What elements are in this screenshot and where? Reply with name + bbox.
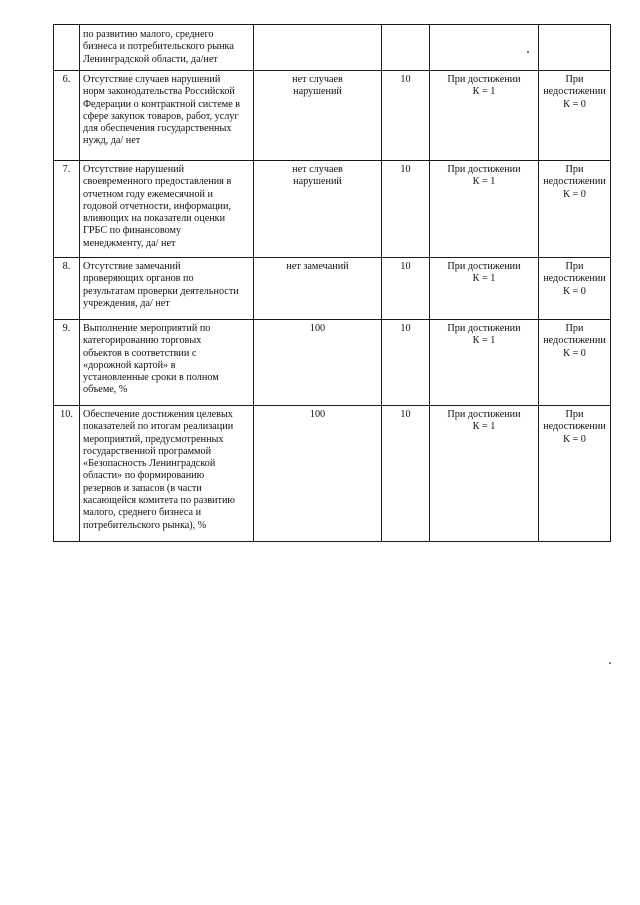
table-row bbox=[54, 161, 611, 258]
row-weight: 10 bbox=[382, 161, 430, 258]
row-achieved: При достижении К = 1 bbox=[447, 164, 521, 188]
row-weight: 10 bbox=[382, 406, 430, 542]
row-value: 100 bbox=[309, 323, 326, 334]
cell-value bbox=[254, 25, 382, 71]
row-not-achieved: При недостижении К = 0 bbox=[543, 323, 606, 359]
table-row bbox=[54, 406, 611, 542]
row-weight: 10 bbox=[382, 258, 430, 320]
table-row bbox=[54, 71, 611, 161]
row-not-achieved: При недостижении К = 0 bbox=[543, 74, 606, 110]
row-value: 100 bbox=[309, 409, 326, 420]
cell-num bbox=[54, 25, 80, 71]
table-row bbox=[54, 320, 611, 406]
row-number: 6. bbox=[54, 71, 80, 161]
cell-weight bbox=[382, 25, 430, 71]
row-not-achieved: При недостижении К = 0 bbox=[543, 261, 606, 297]
row-description: Отсутствие замечаний проверяющих органов по результатам проверки деятельности учреждения, да/ нет bbox=[83, 261, 239, 309]
scan-speck bbox=[527, 51, 529, 53]
row-description: Обеспечение достижения целевых показателей по итогам реализации мероприятий, предусмотренных государственной программой «Безопасность Ленинградской области» по формированию резервов и запасов (в части касающейся комитета по развитию малого, среднего бизнеса и потребительского рынка), % bbox=[83, 409, 236, 531]
continued-desc-text: по развитию малого, среднего бизнеса и потребительского рынка Ленинградской области, да/нет bbox=[83, 29, 234, 65]
row-value: нет случаев нарушений bbox=[292, 164, 343, 188]
table-row bbox=[54, 258, 611, 320]
row-value: нет замечаний bbox=[286, 261, 349, 272]
row-number: 10. bbox=[54, 406, 80, 542]
row-number: 7. bbox=[54, 161, 80, 258]
row-number: 9. bbox=[54, 320, 80, 406]
row-number: 8. bbox=[54, 258, 80, 320]
row-achieved: При достижении К = 1 bbox=[447, 261, 521, 285]
row-achieved: При достижении К = 1 bbox=[447, 323, 521, 347]
scan-speck bbox=[609, 662, 611, 664]
row-not-achieved: При недостижении К = 0 bbox=[543, 409, 606, 445]
row-achieved: При достижении К = 1 bbox=[447, 409, 521, 433]
row-description: Отсутствие нарушений своевременного предоставления в отчетном году ежемесячной и годовой отчетности, информации, влияющих на показатели оценки ГРБС по финансовому менеджменту, да/ нет bbox=[83, 164, 232, 249]
row-achieved: При достижении К = 1 bbox=[447, 74, 521, 98]
cell-not-achieved bbox=[539, 25, 611, 71]
row-weight: 10 bbox=[382, 71, 430, 161]
row-description: Выполнение мероприятий по категорированию торговых объектов в соответствии с «дорожной картой» в установленные сроки в полном объеме, % bbox=[83, 323, 219, 396]
cell-desc bbox=[80, 25, 254, 71]
cell-achieved bbox=[430, 25, 539, 71]
row-value: нет случаев нарушений bbox=[292, 74, 343, 98]
row-weight: 10 bbox=[382, 320, 430, 406]
table-row-continued bbox=[54, 25, 611, 71]
row-not-achieved: При недостижении К = 0 bbox=[543, 164, 606, 200]
row-description: Отсутствие случаев нарушений норм законодательства Российской Федерации о контрактной системе в сфере закупок товаров, работ, услуг для обеспечения государственных нужд, да/ нет bbox=[83, 74, 241, 147]
criteria-table bbox=[53, 24, 611, 542]
